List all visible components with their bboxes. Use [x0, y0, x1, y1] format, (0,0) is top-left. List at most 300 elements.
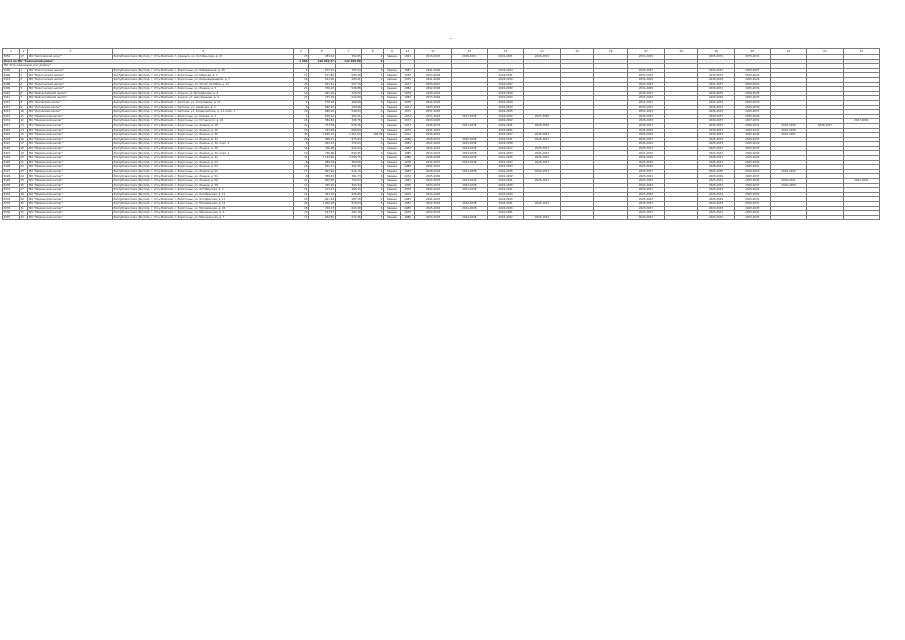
table-cell: Здание [383, 110, 400, 115]
table-cell: 2024-2033 [734, 128, 770, 133]
table-cell: 17 [19, 142, 27, 147]
table-cell: Республика Саха (Якутия), г. Усть-Майский, с. Борогонцы, ул. Ленина, д. 58 [113, 183, 294, 188]
table-cell: 2025-2033 [734, 215, 770, 220]
table-cell: 2024-2031 [524, 202, 560, 207]
table-cell: 5209 [3, 87, 20, 92]
table-cell: 2025-2033 [734, 192, 770, 197]
table-cell: 2023-2033 [415, 105, 451, 110]
table-cell: 12 [294, 192, 309, 197]
column-number-cell: 21 [770, 49, 806, 55]
table-cell: 491,32 [309, 192, 336, 197]
table-cell: 2024-2031 [524, 55, 560, 60]
table-cell: Здание [383, 133, 400, 138]
table-cell: 0 [362, 160, 384, 165]
table-cell: 21 [294, 179, 309, 184]
table-cell: 1979 [400, 211, 415, 216]
table-cell: 2025-2031 [698, 174, 734, 179]
table-cell: 2025-2034 [734, 179, 770, 184]
table-cell: 2024-2035 [487, 110, 523, 115]
table-cell: 1982 [400, 87, 415, 92]
table-cell: 2025-2033 [734, 169, 770, 174]
table-cell: МО "Мюрюнский наслег" [28, 206, 113, 211]
table-cell: 796,68 [309, 151, 336, 156]
table-cell: 2025-2033 [734, 206, 770, 211]
table-cell: 435,62 [335, 91, 362, 96]
table-cell: 0 [362, 68, 384, 73]
table-cell: 1985 [400, 206, 415, 211]
table-cell: МО "Мюрюнский наслег" [28, 114, 113, 119]
table-cell: 2025-2031 [698, 55, 734, 60]
table-cell: 2 [19, 73, 27, 78]
table-cell [664, 215, 698, 220]
table-cell: 759,03 [335, 179, 362, 184]
table-cell: 2024-2032 [524, 215, 560, 220]
table-cell: 2024-2037 [524, 160, 560, 165]
table-cell: 2023-2031 [698, 151, 734, 156]
table-cell: 2034-2033 [698, 133, 734, 138]
table-cell: 2026-2036 [415, 156, 451, 161]
table-cell: 389,63 [309, 174, 336, 179]
table-cell: 2045-2054 [524, 133, 560, 138]
table-cell: 2035-2039 [628, 128, 664, 133]
table-cell: 599,03 [335, 110, 362, 115]
table-cell: 2027-2031 [734, 119, 770, 124]
table-cell: 11 [294, 183, 309, 188]
table-cell: 1980 [400, 165, 415, 170]
table-cell: 1971 [400, 119, 415, 124]
table-cell: 2023-2033 [628, 202, 664, 207]
table-cell: 1 005,03 [309, 202, 336, 207]
table-cell: 4 [294, 100, 309, 105]
table-cell: 2025-2033 [698, 100, 734, 105]
table-cell: 2022-2025 [415, 142, 451, 147]
table-cell: 18 [19, 146, 27, 151]
table-cell: 2024-2031 [487, 202, 523, 207]
table-cell: 501,11 [309, 165, 336, 170]
table-cell: 2024-2033 [524, 151, 560, 156]
table-cell: 1985 [400, 151, 415, 156]
table-cell: 709,73 [309, 206, 336, 211]
table-cell: 2024-2031 [487, 211, 523, 216]
table-cell: 2023-2031 [628, 215, 664, 220]
table-cell: 27 [19, 188, 27, 193]
table-cell: 5237 [3, 215, 20, 220]
table-cell: 2020-2025 [415, 119, 451, 124]
table-cell: 1 469,70 [309, 133, 336, 138]
table-cell: 5 [19, 87, 27, 92]
table-cell: 693,95 [335, 151, 362, 156]
table-cell: 2021-2037 [698, 82, 734, 87]
table-cell: 513,43 [309, 188, 336, 193]
table-cell: 706,98 [309, 146, 336, 151]
table-cell: 2024-2033 [487, 192, 523, 197]
table-cell: 2025-2029 [734, 114, 770, 119]
table-cell: 0 [362, 165, 384, 170]
table-cell: 2024-2032 [487, 174, 523, 179]
table-cell: 2024-2031 [487, 137, 523, 142]
table-cell: 252,05 [335, 55, 362, 60]
table-cell: Республика Саха (Якутия), г. Усть-Майский, с. Борогонцы, ул. Ленина, д. 38 [113, 146, 294, 151]
table-cell: 1977 [400, 82, 415, 87]
table-cell: 2024-2027 [487, 82, 523, 87]
table-cell: 14 [294, 77, 309, 82]
table-cell: 2051-2033 [628, 73, 664, 78]
table-cell: 693,62 [309, 169, 336, 174]
table-cell: МО "Шатковский округ" [28, 55, 113, 60]
table-cell: 2025-2030 [628, 119, 664, 124]
table-cell: 440,98 [335, 105, 362, 110]
column-number-cell: 12 [451, 49, 487, 55]
table-cell: 1971 [400, 105, 415, 110]
table-cell: 0 [362, 151, 384, 156]
table-cell: 2025-2031 [698, 211, 734, 216]
table-cell: 13 [19, 123, 27, 128]
column-number-cell: 13 [487, 49, 523, 55]
table-cell: 14 [294, 188, 309, 193]
table-cell: 8 [294, 160, 309, 165]
table-cell: 612,99 [335, 96, 362, 101]
table-cell: Здание [383, 156, 400, 161]
table-cell: 2025-2031 [734, 211, 770, 216]
table-cell: 2025-2033 [734, 96, 770, 101]
table-cell: 0 [362, 73, 384, 78]
table-cell: 0 [362, 215, 384, 220]
table-cell: 5228 [3, 174, 20, 179]
column-number-cell: 16 [594, 49, 628, 55]
section-title-cell: МО "Усть-Алданский улус (район)" [3, 64, 294, 69]
table-cell: 1979 [400, 188, 415, 193]
table-cell: 29 [19, 197, 27, 202]
table-cell: МО "Мюрюнский наслег" [28, 183, 113, 188]
table-cell: 0 [362, 183, 384, 188]
table-cell: 2023-2033 [628, 179, 664, 184]
table-cell: 783,24 [335, 68, 362, 73]
table-cell: 2025-2033 [734, 137, 770, 142]
table-cell: 2046-2054 [415, 133, 451, 138]
table-cell: Республика Саха (Якутия), г. Усть-Майский, с. Борогонцы, ул. Ленина, д. 44 [113, 160, 294, 165]
table-cell: 23 [19, 169, 27, 174]
table-cell: Здание [383, 68, 400, 73]
table-cell: МО "Мюрюнский наслег" [28, 151, 113, 156]
table-cell: 2025-2034 [628, 96, 664, 101]
table-cell: 16 [294, 146, 309, 151]
table-cell: Здание [383, 160, 400, 165]
table-cell: 2024-2026 [415, 192, 451, 197]
table-cell: 2041-2023 [415, 128, 451, 133]
table-cell: 2024-2031 [487, 123, 523, 128]
table-row [3, 215, 880, 220]
table-cell: Здание [383, 197, 400, 202]
table-cell: 2026-2031 [698, 105, 734, 110]
table-cell: 1 966 [294, 59, 309, 64]
table-cell: 5054 [3, 55, 20, 60]
table-cell: 7 [294, 114, 309, 119]
table-cell: 1986 [400, 156, 415, 161]
table-cell: МО "Мюрюнский наслег" [28, 169, 113, 174]
column-number-cell: 7 [335, 49, 362, 55]
table-cell: 642,81 [309, 215, 336, 220]
table-cell: 0 [362, 128, 384, 133]
table-cell: 5207 [3, 77, 20, 82]
table-cell: 2041-2023 [415, 197, 451, 202]
table-cell: 13 [294, 211, 309, 216]
table-cell: 2033-2037 [628, 137, 664, 142]
table-cell: 2022-2025 [415, 179, 451, 184]
table-cell: 1978 [400, 160, 415, 165]
table-cell: 5222 [3, 146, 20, 151]
table-cell: 2025-2031 [698, 160, 734, 165]
table-cell: 2031-2033 [628, 183, 664, 188]
table-cell: Здание [383, 82, 400, 87]
table-cell: 1979 [400, 128, 415, 133]
table-cell: 384,84 [309, 119, 336, 124]
column-number-cell: 11 [415, 49, 451, 55]
table-cell: 2023-2030 [487, 77, 523, 82]
table-cell: Республика Саха (Якутия), г. Усть-Майский, с. Борогонцы, ул. Кирова, д. 3 [113, 114, 294, 119]
table-cell: 8 [294, 142, 309, 147]
table-cell: МО "Мюрюнский наслег" [28, 188, 113, 193]
column-number-cell: 9 [383, 49, 400, 55]
table-cell: 2021-2026 [415, 77, 451, 82]
table-cell: 328,76 [335, 119, 362, 124]
table-cell: 2075-2031 [734, 55, 770, 60]
table-cell: 403,24 [335, 183, 362, 188]
table-cell: 11 [294, 73, 309, 78]
table-cell: 2025-2034 [734, 160, 770, 165]
table-cell: 2045-2044 [734, 133, 770, 138]
column-number-cell: 19 [698, 49, 734, 55]
table-cell: 2023-2031 [628, 174, 664, 179]
table-cell: 0 [362, 100, 384, 105]
table-cell: 3 [19, 77, 27, 82]
table-cell: 2040-2037 [807, 123, 843, 128]
table-cell: Республика Саха (Якутия), г. Усть-Майский, с. Борогонцы, ул. Молодёжная, д. 24 [113, 206, 294, 211]
table-cell: 2026-2031 [698, 156, 734, 161]
table-cell: 2029-2037 [698, 119, 734, 124]
table-cell: 2037-2043 [415, 110, 451, 115]
table-cell: 879,54 [335, 202, 362, 207]
table-cell [843, 215, 879, 220]
table-cell: 465,44 [335, 188, 362, 193]
table-cell: 5225 [3, 160, 20, 165]
table-cell: Здание [383, 151, 400, 156]
table-cell: 15 [294, 55, 309, 60]
table-cell: Республика Саха (Якутия), г. Усть-Майский, с. Борогонцы, ул. Октябрьская, д. 3 [113, 188, 294, 193]
table-cell: 2025-2031 [734, 165, 770, 170]
table-cell: 2025-2033 [734, 146, 770, 151]
table-cell: 2029-2037 [698, 114, 734, 119]
table-cell: 527,70 [335, 82, 362, 87]
table-cell: Здание [383, 165, 400, 170]
table-cell: Здание [383, 123, 400, 128]
table-cell: 2045-2034 [770, 123, 806, 128]
table-cell: 23 [294, 96, 309, 101]
table-cell: Республика Саха (Якутия), г. Усть-Майский, с. Борогонцы, ул. Ленина, д. 54 [113, 174, 294, 179]
table-cell: 2025-2023 [734, 73, 770, 78]
table-cell: 2025-2033 [628, 197, 664, 202]
table-cell: 5215 [3, 114, 20, 119]
table-cell: 16 [19, 137, 27, 142]
table-cell: Здание [383, 202, 400, 207]
table-cell: 1978 [400, 100, 415, 105]
table-cell: 2023-2038 [487, 142, 523, 147]
table-cell: 2025-2029 [734, 77, 770, 82]
table-cell: 680,20 [309, 110, 336, 115]
table-cell: 2024-2027 [487, 146, 523, 151]
table-cell: 2042-2053 [770, 133, 806, 138]
table-cell: 2021-2033 [628, 211, 664, 216]
table-cell: 5210 [3, 91, 20, 96]
table-cell: 455,21 [335, 114, 362, 119]
column-number-cell: 18 [664, 49, 698, 55]
table-cell: 0 [362, 179, 384, 184]
table-cell: 1975 [400, 77, 415, 82]
table-cell: 2021-2032 [628, 192, 664, 197]
table-cell: 2045-2031 [770, 179, 806, 184]
table-cell: МО "Мюрюнский наслег" [28, 156, 113, 161]
table-cell: Республика Саха (Якутия), г. Усть-Майский, с. Кептени, ул. Спортивная, д. 11 [113, 100, 294, 105]
table-cell: 5214 [3, 110, 20, 115]
table-cell: 32 [19, 211, 27, 216]
column-number-cell: 10 [400, 49, 415, 55]
table-cell: 2034-2027 [698, 123, 734, 128]
table-cell: 560,41 [335, 77, 362, 82]
table-cell: 5211 [3, 96, 20, 101]
table-cell: 5224 [3, 156, 20, 161]
table-cell: 2025-2031 [698, 183, 734, 188]
column-number-cell: 23 [843, 49, 879, 55]
table-cell: 2025-2036 [415, 174, 451, 179]
table-cell: 0 [362, 169, 384, 174]
table-cell: 445,20 [309, 183, 336, 188]
table-cell: 2032-2032 [628, 142, 664, 147]
column-number-cell: 17 [628, 49, 664, 55]
table-cell: 2025-2031 [698, 146, 734, 151]
table-cell: 5231 [3, 188, 20, 193]
table-cell: 1 046,75 [335, 156, 362, 161]
table-cell: МО "Мюрюнский наслег" [28, 128, 113, 133]
table-cell [594, 215, 628, 220]
table-cell: 447,38 [335, 165, 362, 170]
table-cell: 2021-2027 [628, 100, 664, 105]
table-cell: 2030-2037 [698, 110, 734, 115]
table-cell: 1981 [400, 142, 415, 147]
table-cell: МО "Борогонский наслег" [28, 68, 113, 73]
table-cell: 1 193,66 [309, 156, 336, 161]
table-cell: 361,73 [335, 174, 362, 179]
table-cell: 14 [19, 128, 27, 133]
table-cell: Здание [383, 55, 400, 60]
table-cell: 1979 [400, 91, 415, 96]
table-cell: 2021-2038 [451, 123, 487, 128]
column-number-cell: 3 [28, 49, 113, 55]
table-cell: 2024-2034 [487, 100, 523, 105]
table-cell: 0 [362, 146, 384, 151]
table-cell: Республика Саха (Якутия), г. Усть-Майский, с. Борогонцы, ул. Ленина, д. 56 [113, 179, 294, 184]
table-cell: 31 [19, 206, 27, 211]
table-cell: 2027-2034 [843, 119, 879, 124]
table-cell: 2021-2038 [451, 169, 487, 174]
table-cell: 2021-2038 [451, 188, 487, 193]
table-cell: 5227 [3, 169, 20, 174]
table-cell: 5217 [3, 123, 20, 128]
table-cell: МО "Мюрюнский наслег" [28, 146, 113, 151]
table-cell: 707,58 [309, 123, 336, 128]
table-cell: 2046-2031 [734, 123, 770, 128]
table-cell: Здание [383, 146, 400, 151]
table-cell: 572,96 [335, 215, 362, 220]
table-cell: Здание [383, 119, 400, 124]
table-cell: 2025-2037 [734, 174, 770, 179]
table-cell: Здание [383, 206, 400, 211]
table-cell: 2024-2030 [487, 87, 523, 92]
table-cell: Здание [383, 137, 400, 142]
table-cell: 2023-2027 [415, 82, 451, 87]
table-body [3, 49, 880, 220]
table-cell: 15 [294, 197, 309, 202]
table-cell: 675,34 [309, 68, 336, 73]
table-cell: 4 [294, 68, 309, 73]
table-cell: 2045-2034 [770, 169, 806, 174]
table-cell: 0 [362, 188, 384, 193]
table-cell: Здание [383, 77, 400, 82]
table-cell: МО "Борогонский наслег" [28, 77, 113, 82]
table-cell: 2027-2030 [524, 114, 560, 119]
table-cell: МО "Баягантайский наслег" [28, 96, 113, 101]
table-cell: 2024-2030 [487, 197, 523, 202]
column-number-cell: 14 [524, 49, 560, 55]
table-cell: 0 [362, 174, 384, 179]
table-cell: 526,44 [309, 114, 336, 119]
table-cell: 2023-2031 [628, 114, 664, 119]
table-cell: 5221 [3, 142, 20, 147]
table-cell: 5223 [3, 151, 20, 156]
table-cell: 1974 [400, 174, 415, 179]
table-cell: 2025-2032 [734, 151, 770, 156]
table-cell: 489,68 [335, 100, 362, 105]
table-cell: 15 [294, 119, 309, 124]
table-cell: Республика Саха (Якутия), г. Усть-Майский, с. Борогонцы, ул. Ленина, д. 28 [113, 128, 294, 133]
table-cell: 2025-2030 [734, 105, 770, 110]
table-cell: 26 [19, 183, 27, 188]
table-cell: 2025-2030 [698, 169, 734, 174]
table-cell: 2023-2033 [698, 206, 734, 211]
table-cell: 2023-2033 [415, 215, 451, 220]
table-cell: 2024-2038 [451, 151, 487, 156]
table-cell: 2030-2035 [698, 91, 734, 96]
table-cell: 2023-2031 [524, 146, 560, 151]
table-cell: 28 [19, 192, 27, 197]
table-cell: 2020-2038 [451, 137, 487, 142]
table-cell: Республика Саха (Якутия), г. Усть-Майский, с. Борогонцы, ул. Ленина, д. 40, корп. 1 [113, 151, 294, 156]
table-cell: 1961 [400, 55, 415, 60]
table-cell: 1974 [400, 114, 415, 119]
table-cell: МО "Баягантайский наслег" [28, 91, 113, 96]
table-cell: 5229 [3, 179, 20, 184]
table-cell: 5226 [3, 165, 20, 170]
table-cell: 2024-2047 [487, 133, 523, 138]
table-cell: 1983 [400, 96, 415, 101]
table-cell: 2023-2036 [698, 96, 734, 101]
table-cell: 2024-2024 [487, 68, 523, 73]
table-cell: 2025-2033 [698, 188, 734, 193]
table-cell: 5234 [3, 202, 20, 207]
table-cell: 2035-2027 [734, 68, 770, 73]
table-cell: 283,44 [309, 55, 336, 60]
table-cell: 20 [19, 156, 27, 161]
table-cell: 5218 [3, 128, 20, 133]
table-cell: 2021-2025 [843, 179, 879, 184]
